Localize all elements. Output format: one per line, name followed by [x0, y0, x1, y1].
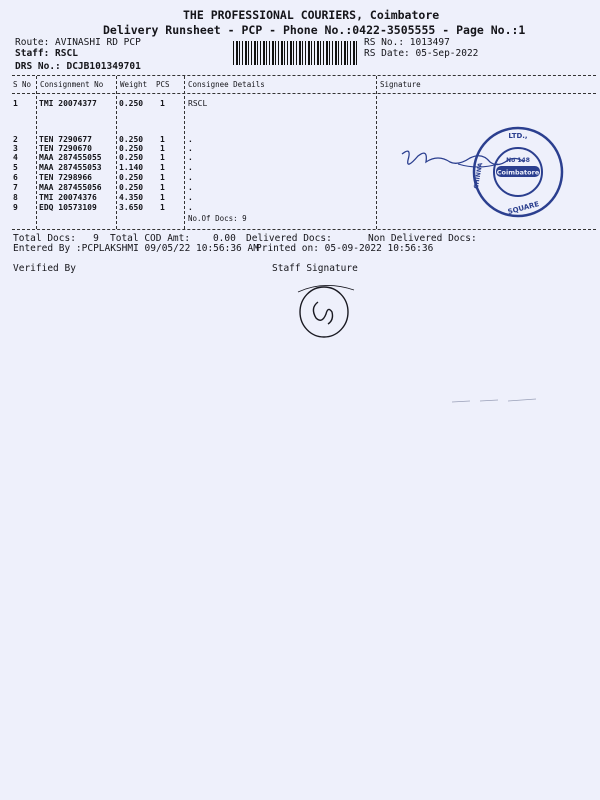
company-title: THE PROFESSIONAL COURIERS, Coimbatore	[183, 8, 440, 22]
row-pcs: 1	[160, 193, 165, 202]
row-details: .	[188, 173, 193, 182]
staff-label: Staff: RSCL	[15, 48, 78, 59]
row-pcs: 1	[160, 173, 165, 182]
stamp-bottom-text: SQUARE	[506, 200, 541, 217]
row-pcs: 1	[160, 153, 165, 162]
total-docs: Total Docs: 9	[13, 233, 99, 244]
col-divider	[36, 76, 37, 229]
verified-by-label: Verified By	[13, 263, 76, 274]
col-header-pcs: PCS	[156, 80, 170, 89]
col-header-sno: S No	[13, 80, 32, 89]
row-details: .	[188, 135, 193, 144]
col-header-consignee: Consignee Details	[188, 80, 265, 89]
col-header-weight: Weight	[120, 80, 148, 89]
stamp-middle-text: Coimbatore	[496, 168, 540, 177]
staff-signature-label: Staff Signature	[272, 263, 358, 274]
printed-on: Printed on: 05-09-2022 10:56:36	[256, 243, 434, 254]
faint-marks	[450, 396, 540, 406]
row-pcs: 1	[160, 163, 165, 172]
table-header-rule	[12, 93, 596, 94]
row-weight: 0.250	[119, 183, 144, 192]
row-details: .	[188, 183, 193, 192]
row-pcs: 1	[160, 99, 165, 108]
row-weight: 0.250	[119, 135, 144, 144]
row-details: .	[188, 153, 193, 162]
rs-date: RS Date: 05-Sep-2022	[364, 48, 479, 59]
route-label: Route: AVINASHI RD PCP	[15, 37, 141, 48]
row-sno: 1	[13, 99, 18, 108]
row-details: .	[188, 203, 193, 212]
row-consignment: TEN 7290677	[39, 135, 92, 144]
stamp-left-text: CHINNA	[472, 162, 485, 190]
stamp-number: No 148	[506, 157, 530, 164]
row-sno: 2	[13, 135, 18, 144]
row-consignment: MAA 287455056	[39, 183, 102, 192]
runsheet-subtitle: Delivery Runsheet - PCP - Phone No.:0422-3505555 - Page No.:1	[103, 23, 526, 37]
rs-number: RS No.: 1013497	[364, 37, 450, 48]
col-header-signature: Signature	[380, 80, 421, 89]
table-bottom-rule	[12, 229, 596, 230]
row-pcs: 1	[160, 183, 165, 192]
drs-number: DRS No.: DCJB101349701	[15, 61, 141, 72]
row-details: .	[188, 144, 193, 153]
row-consignment: EDQ 10573109	[39, 203, 97, 212]
row-consignment: TEN 7290670	[39, 144, 92, 153]
entered-by: Entered By :PCPLAKSHMI 09/05/22 10:56:36 AM	[13, 243, 259, 254]
row-weight: 1.140	[119, 163, 144, 172]
row-weight: 0.250	[119, 144, 144, 153]
col-divider	[116, 76, 117, 229]
row-weight: 0.250	[119, 99, 144, 108]
row-consignment: TMI 20074377	[39, 99, 97, 108]
total-cod-amount: Total COD Amt: 0.00	[110, 233, 236, 244]
row-sno: 6	[13, 173, 18, 182]
row-sno: 8	[13, 193, 18, 202]
row-weight: 0.250	[119, 173, 144, 182]
row-details: RSCL	[188, 99, 208, 108]
row-sno: 3	[13, 144, 18, 153]
row-weight: 3.650	[119, 203, 144, 212]
row-sno: 9	[13, 203, 18, 212]
row-consignment: TEN 7298966	[39, 173, 92, 182]
row-details: .	[188, 163, 193, 172]
no-of-docs: No.Of Docs: 9	[188, 214, 247, 223]
stamp-top-text: LTD.,	[508, 132, 528, 140]
barcode	[233, 41, 357, 65]
row-sno: 5	[13, 163, 18, 172]
table-top-rule	[12, 75, 596, 76]
company-stamp	[470, 124, 566, 220]
staff-signature-scribble	[288, 282, 360, 340]
delivered-docs: Delivered Docs:	[246, 233, 332, 244]
col-divider	[376, 76, 377, 229]
row-details: .	[188, 193, 193, 202]
non-delivered-docs: Non Delivered Docs:	[368, 233, 477, 244]
col-divider	[184, 76, 185, 229]
row-consignment: MAA 287455053	[39, 163, 102, 172]
row-sno: 4	[13, 153, 18, 162]
row-consignment: TMI 20074376	[39, 193, 97, 202]
row-weight: 0.250	[119, 153, 144, 162]
row-pcs: 1	[160, 135, 165, 144]
row-consignment: MAA 287455055	[39, 153, 102, 162]
row-pcs: 1	[160, 203, 165, 212]
col-header-consignment: Consignment No	[40, 80, 104, 89]
row-pcs: 1	[160, 144, 165, 153]
row-sno: 7	[13, 183, 18, 192]
row-weight: 4.350	[119, 193, 144, 202]
